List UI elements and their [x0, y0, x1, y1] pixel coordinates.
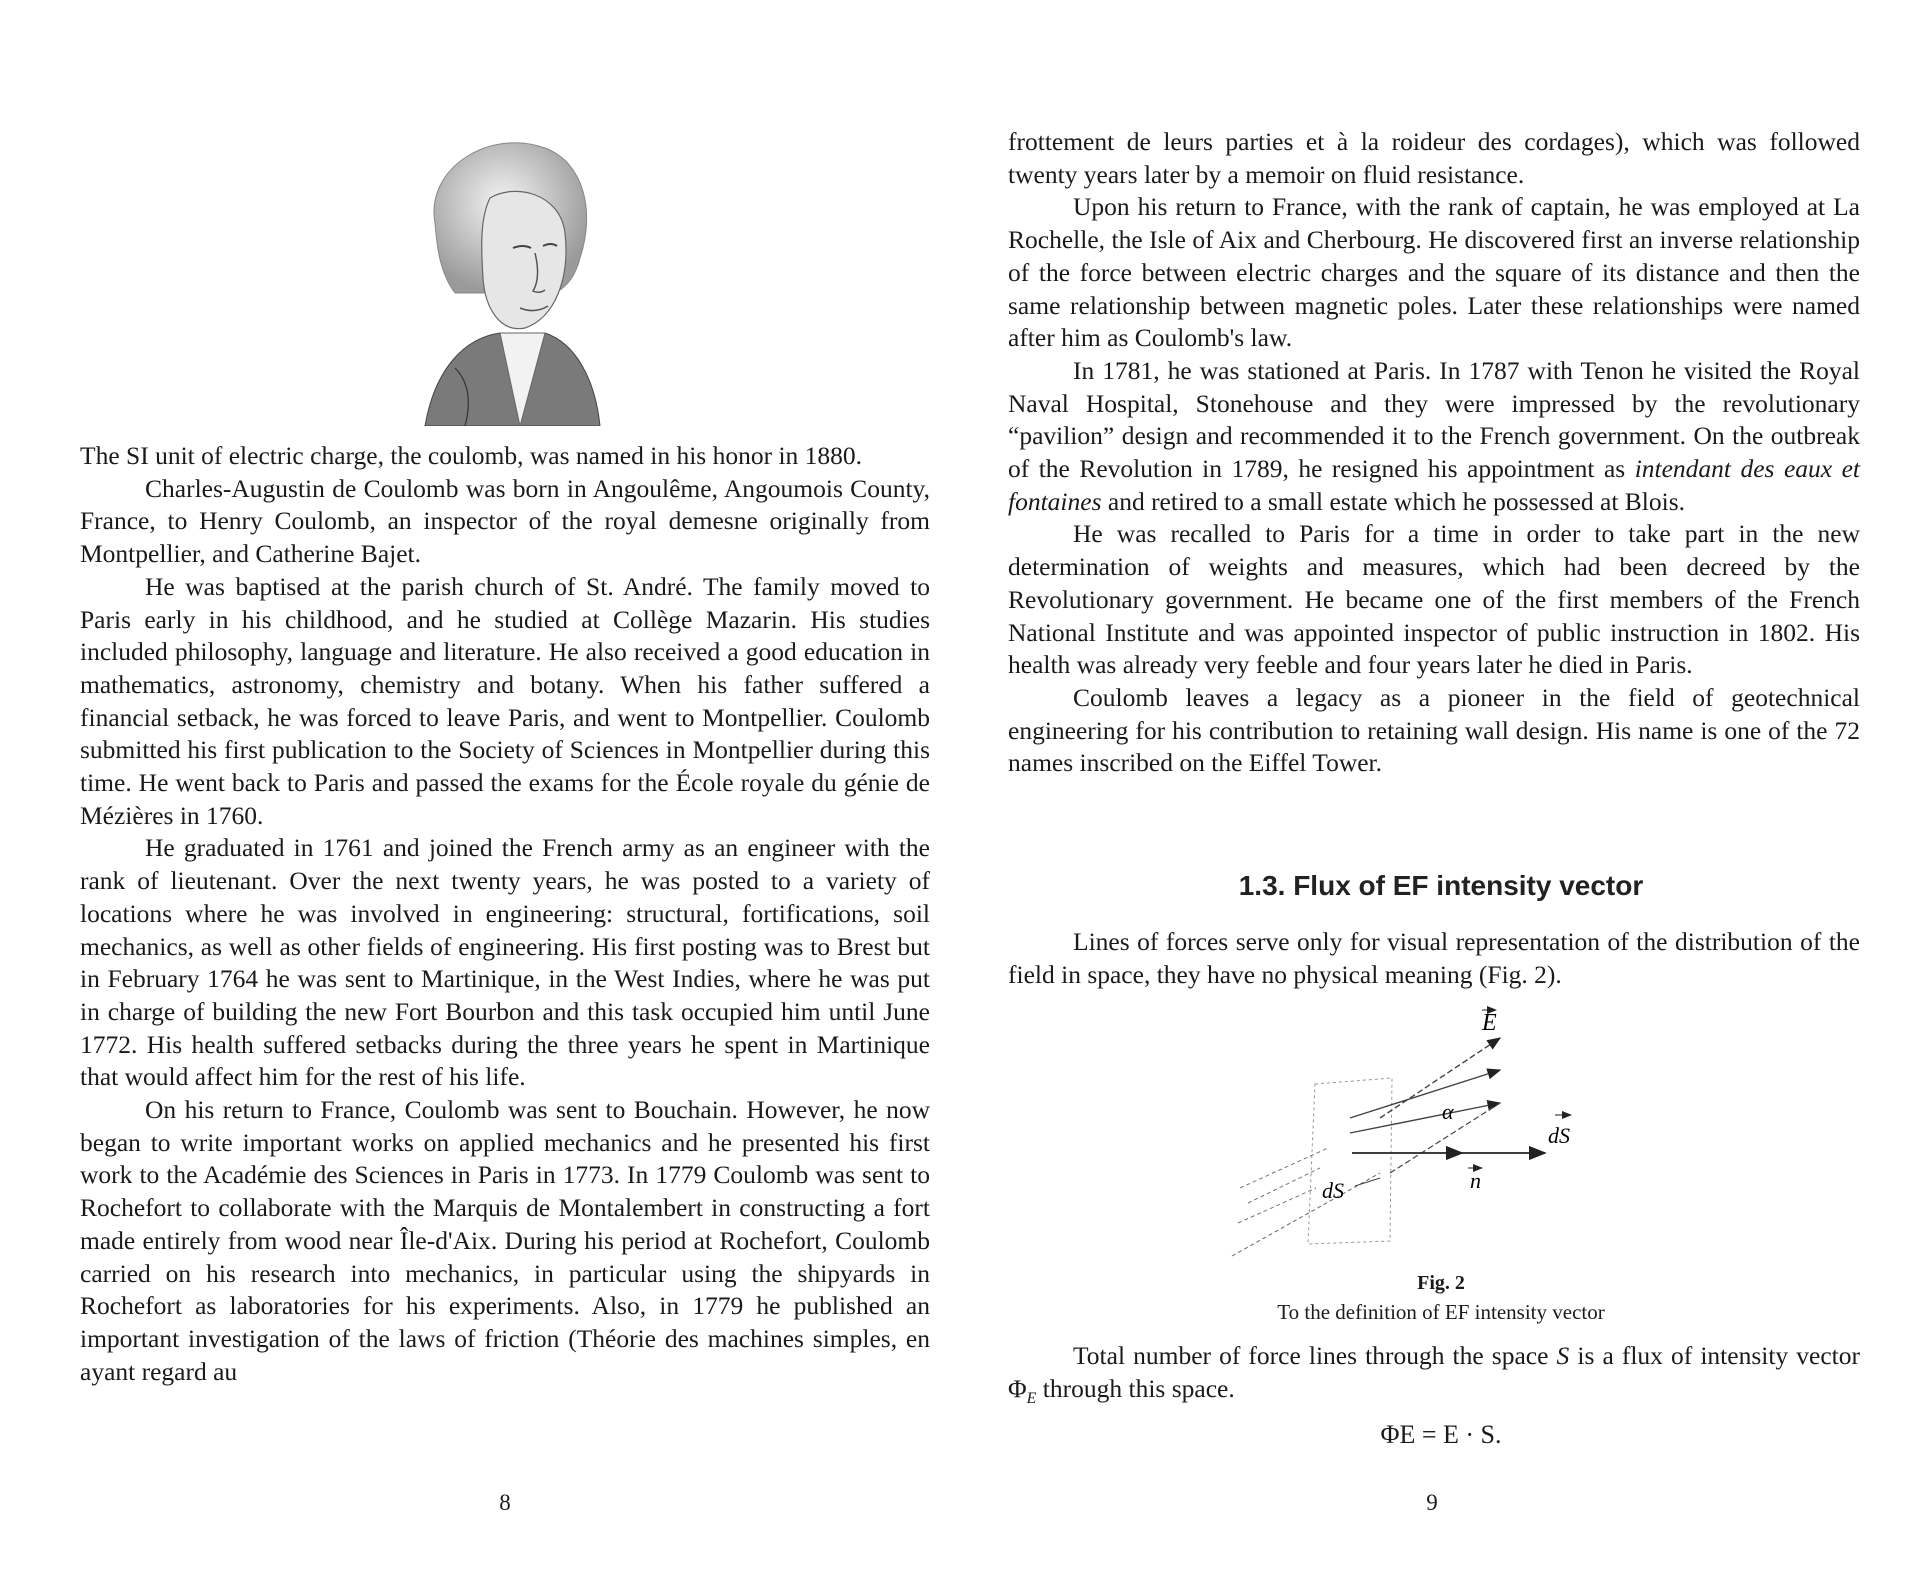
field-line	[1238, 1188, 1316, 1223]
flux-formula: ΦE = E · S.	[1380, 1420, 1502, 1449]
paragraph: The SI unit of electric charge, the coulomb, was named in his honor in 1880.	[80, 441, 863, 470]
right-page	[960, 0, 1922, 1582]
field-line	[1350, 1070, 1500, 1118]
paragraph: On his return to France, Coulomb was sent to Bouchain. However, he now began to write important works on applied mechanics and he presented his first work to the Académie des Sciences in Paris in 1773. In 1779 Coulomb was sent to Rochefort to collaborate with the Marquis de Montalembert in constructing a fort made entirely from wood near Île-d'Aix. During his period at Rochefort, Coulomb carried on his research into mechanics, in particular using the shipyards in Rochefort as laboratories for his experiments. Also, in 1779 he published an important investigation of the laws of friction (Théorie des machines simples, en ayant regard au	[80, 1095, 930, 1386]
section-heading: 1.3. Flux of EF intensity vector	[1238, 870, 1644, 901]
field-line	[1240, 1148, 1328, 1188]
paragraph: In 1781, he was stationed at Paris. In 1787 with Tenon he visited the Royal Naval Hospital, Stonehouse and they were impressed by the revolutionary “pavilion” design and recommended it to the French government. On the outbreak of the Revolution in 1789, he resigned his appointment as intendant des eaux et fontaines and retired to a small estate which he possessed at Blois.	[1008, 355, 1860, 516]
paragraph: Lines of forces serve only for visual representation of the distribution of the field in space, they have no physical meaning (Fig. 2).	[1008, 927, 1860, 989]
figure-caption: To the definition of EF intensity vector	[1277, 1300, 1605, 1324]
surface-element	[1308, 1078, 1392, 1244]
flux-paragraph	[1008, 1340, 1860, 1416]
left-page	[0, 0, 960, 1582]
left-column-text	[80, 440, 930, 1388]
coulomb-portrait	[395, 128, 620, 426]
paragraph: Upon his return to France, with the rank of captain, he was employed at La Rochelle, the Isle of Aix and Cherbourg. He discovered first an inverse relationship of the force between electric charges and the square of its distance and then the same relationship between magnetic poles. Later these relationships were named after him as Coulomb's law.	[1008, 192, 1860, 353]
page-number: 9	[1426, 1490, 1438, 1515]
n-label: n	[1470, 1168, 1481, 1193]
dS-vector-label: dS	[1548, 1123, 1570, 1148]
right-column-text	[1008, 126, 1860, 780]
paragraph: He was baptised at the parish church of St. André. The family moved to Paris early in his childhood, and he studied at Collège Mazarin. His studies included philosophy, language and literature. He also received a good education in mathematics, astronomy, chemistry and botany. When his father suffered a financial setback, he was forced to leave Paris, and went to Montpellier. Coulomb submitted his first publication to the Society of Sciences in Montpellier during this time. He went back to Paris and passed the exams for the École royale du génie de Mézières in 1760.	[80, 571, 930, 830]
alpha-label: α	[1442, 1099, 1454, 1124]
figure-number: Fig. 2	[1417, 1272, 1465, 1294]
flux-diagram	[1230, 998, 1610, 1268]
E-label: E	[1482, 1010, 1497, 1036]
page-number: 8	[499, 1490, 511, 1515]
paragraph: frottement de leurs parties et à la roideur des cordages), which was followed twenty years later by a memoir on fluid resistance.	[1008, 127, 1860, 189]
paragraph: Charles-Augustin de Coulomb was born in Angoulême, Angoumois County, France, to Henry Coulomb, an inspector of the royal demesne originally from Montpellier, and Catherine Bajet.	[80, 473, 930, 569]
paragraph: He graduated in 1761 and joined the French army as an engineer with the rank of lieutenant. Over the next twenty years, he was posted to a variety of locations where he was involved in engineering: structural, fortifications, soil mechanics, as well as other fields of engineering. His first posting was to Brest but in February 1764 he was sent to Martinique, in the West Indies, where he was put in charge of building the new Fort Bourbon and this task occupied him until June 1772. His health suffered setbacks during the three years he spent in Martinique that would affect him for the rest of his life.	[80, 833, 930, 1092]
paragraph: Total number of force lines through the space S is a flux of intensity vector $\Phi_E$ through this space.	[1008, 1341, 1860, 1407]
paragraph: He was recalled to Paris for a time in order to take part in the new determination of weights and measures, which had been decreed by the Revolutionary government. He became one of the first members of the French National Institute and was appointed inspector of public instruction in 1802. His health was already very feeble and four years later he died in Paris.	[1008, 519, 1860, 680]
field-line	[1248, 1168, 1320, 1203]
paragraph: Coulomb leaves a legacy as a pioneer in the field of geotechnical engineering for his contribution to retaining wall design. His name is one of the 72 names inscribed on the Eiffel Tower.	[1008, 682, 1860, 778]
intro-paragraph	[1008, 926, 1860, 991]
dS-label: dS	[1322, 1178, 1344, 1203]
